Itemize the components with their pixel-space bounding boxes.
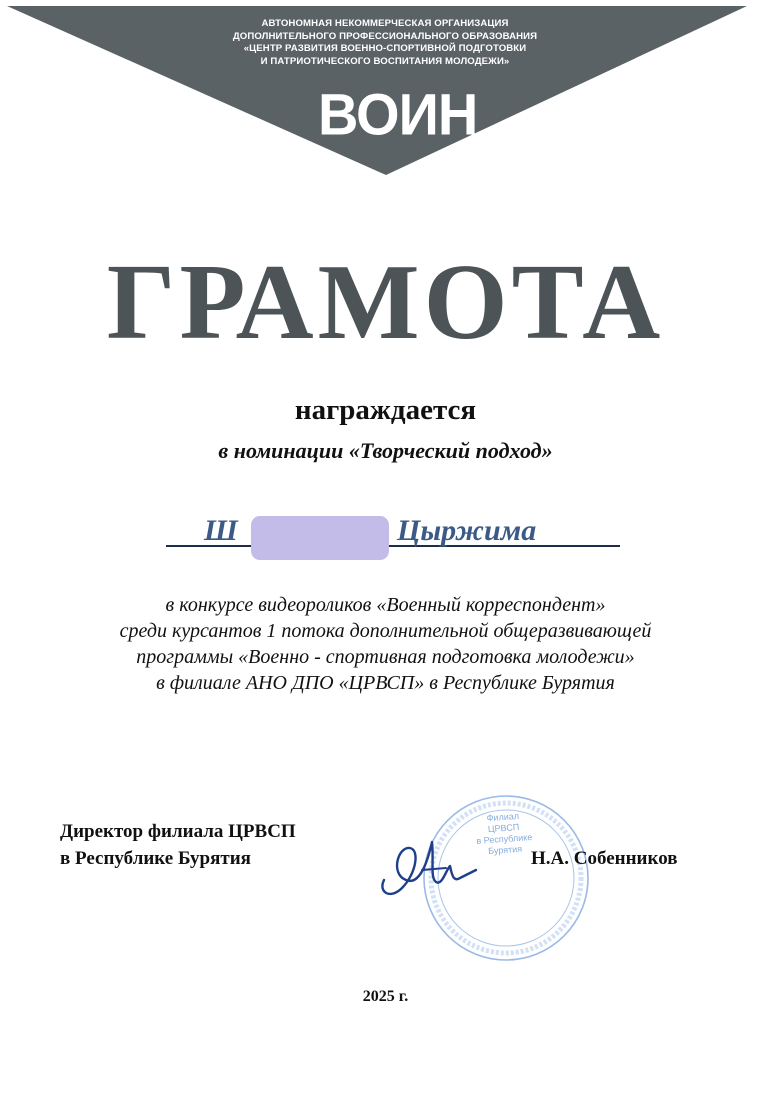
position-line: Директор филиала ЦРВСП [60,821,296,842]
description-line: программы «Военно - спортивная подготовка молодежи» [136,646,635,668]
stamp-line: ЦРВСП [487,821,520,835]
redaction-block [251,516,389,560]
certificate-title: ГРАМОТА [106,243,665,362]
position-line: в Республике Бурятия [60,848,251,869]
stamp-line: Бурятия [487,843,523,857]
description-line: среди курсантов 1 потока дополнительной общеразвивающей [119,620,652,642]
org-line: АВТОНОМНАЯ НЕКОММЕРЧЕСКАЯ ОРГАНИЗАЦИЯ [261,18,509,29]
organization-name [210,18,560,68]
org-line: «ЦЕНТР РАЗВИТИЯ ВОЕННО-СПОРТИВНОЙ ПОДГОТОВКИ [243,43,527,54]
description-line: в конкурсе видеороликов «Военный корреспондент» [165,594,606,616]
org-line: И ПАТРИОТИЧЕСКОГО ВОСПИТАНИЯ МОЛОДЕЖИ» [260,55,510,67]
description-line: в филиале АНО ДПО «ЦРВСП» в Республике Бурятия [156,672,615,694]
issue-year: 2025 г. [362,988,409,1005]
voin-logo: ВОИН [318,81,478,148]
nomination-text: в номинации «Творческий подход» [218,438,553,463]
award-description [0,592,771,696]
stamp-line: в Республике [476,832,533,846]
recipient-first-part: Ш [204,514,238,547]
awarded-text: награждается [294,394,477,426]
org-line: ДОПОЛНИТЕЛЬНОГО ПРОФЕССИОНАЛЬНОГО ОБРАЗОВАНИЯ [232,30,538,42]
stamp-line: Филиал [486,810,520,824]
recipient-last-part: Цыржима [397,514,537,547]
director-position [60,818,296,872]
signer-name: Н.А. Собенников [531,848,678,869]
handwritten-signature [376,830,486,905]
